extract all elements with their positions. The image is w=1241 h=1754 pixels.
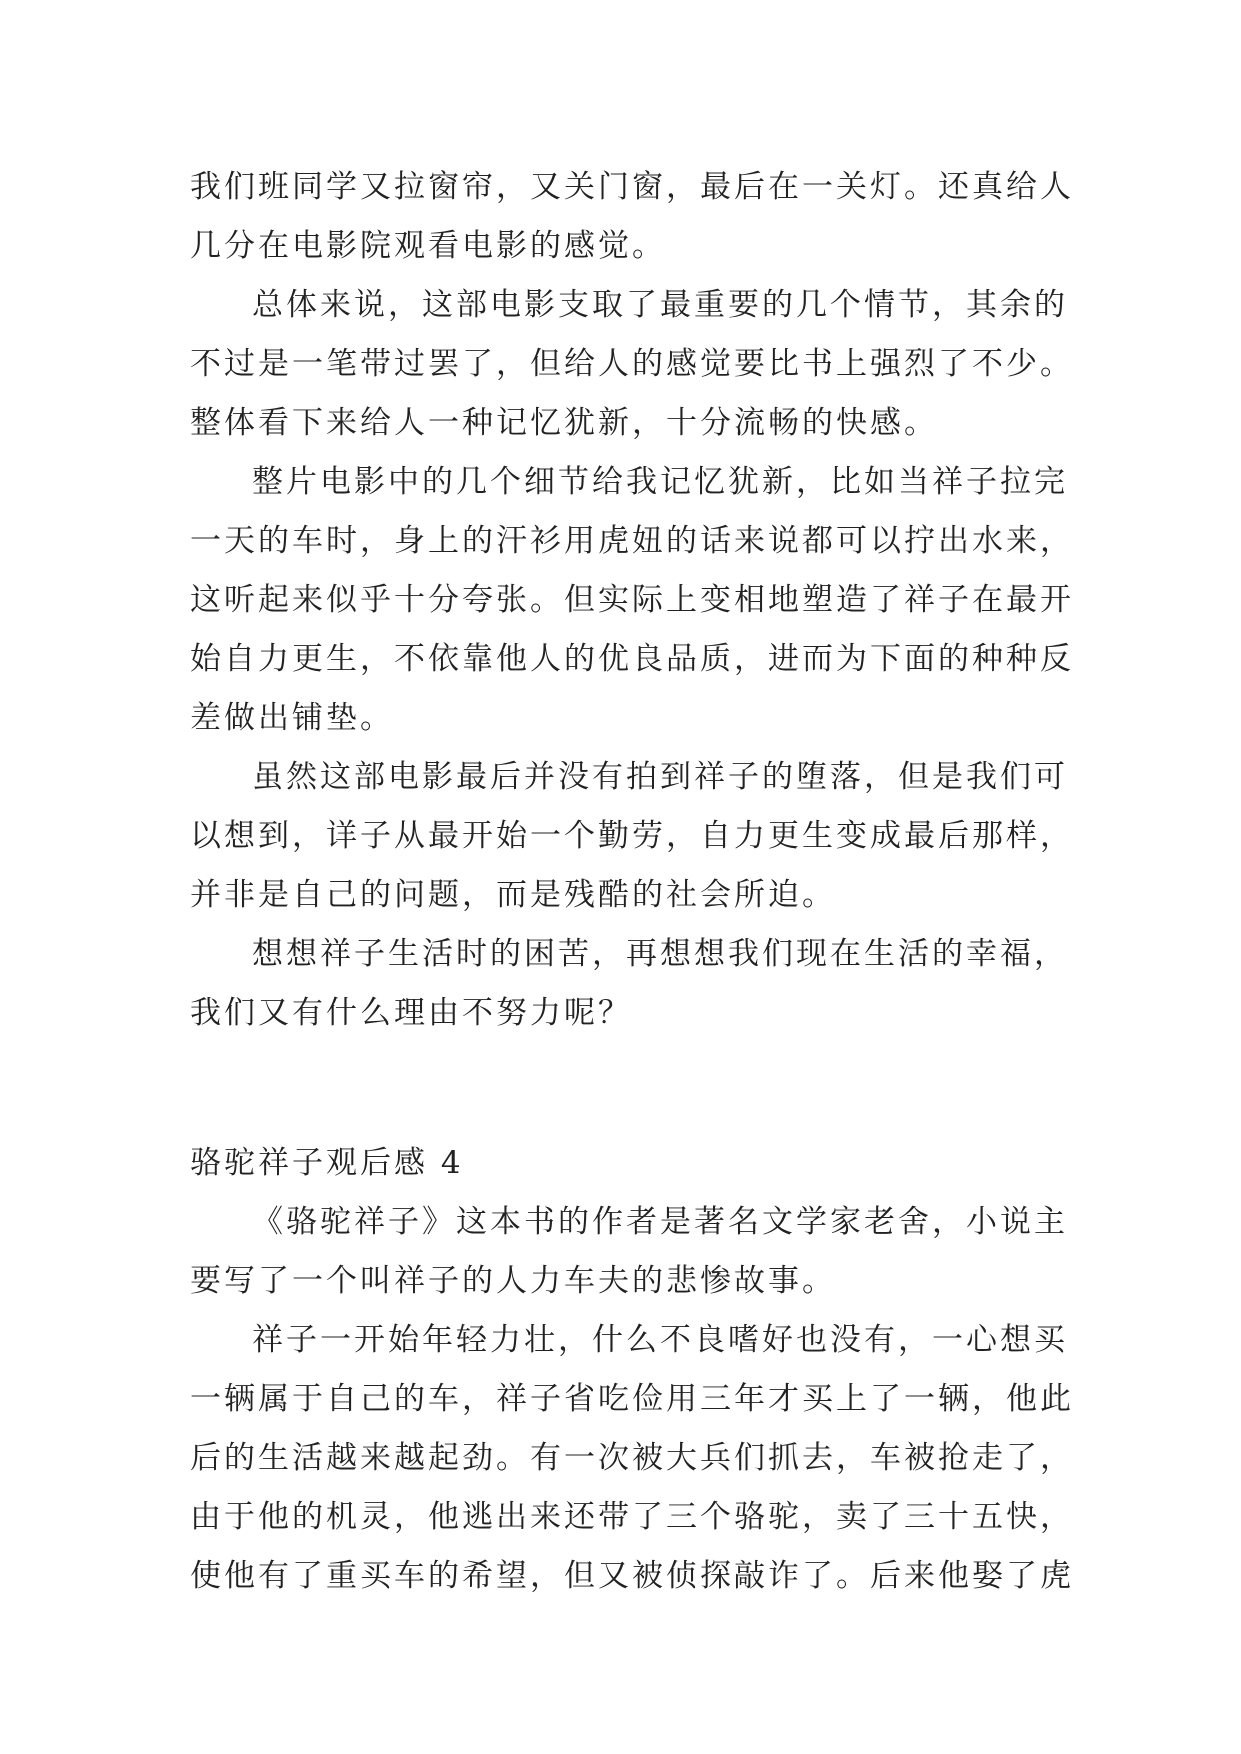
- paragraph-line: 这听起来似乎十分夸张。但实际上变相地塑造了祥子在最开: [190, 582, 1074, 618]
- paragraph-line: 要写了一个叫祥子的人力车夫的悲惨故事。: [190, 1263, 836, 1299]
- paragraph-line: 总体来说，这部电影支取了最重要的几个情节，其余的: [252, 287, 1068, 323]
- paragraph-line: 祥子一开始年轻力壮，什么不良嗜好也没有，一心想买: [252, 1322, 1068, 1358]
- paragraph-line: 整体看下来给人一种记忆犹新，十分流畅的快感。: [190, 405, 938, 441]
- paragraph-line: 一辆属于自己的车，祥子省吃俭用三年才买上了一辆，他此: [190, 1381, 1074, 1417]
- paragraph-line: 一天的车时，身上的汗衫用虎妞的话来说都可以拧出水来，: [190, 523, 1074, 559]
- paragraph-line: 《骆驼祥子》这本书的作者是著名文学家老舍，小说主: [252, 1204, 1068, 1240]
- paragraph-line: 几分在电影院观看电影的感觉。: [190, 228, 666, 264]
- paragraph-line: 我们班同学又拉窗帘，又关门窗，最后在一关灯。还真给人: [190, 169, 1074, 205]
- paragraph-line: 并非是自己的问题，而是残酷的社会所迫。: [190, 877, 836, 913]
- paragraph-line: 不过是一笔带过罢了，但给人的感觉要比书上强烈了不少。: [190, 346, 1074, 382]
- paragraph-line: 整片电影中的几个细节给我记忆犹新，比如当祥子拉完: [252, 464, 1068, 500]
- paragraph-line: 我们又有什么理由不努力呢？: [190, 995, 632, 1031]
- document-body: [190, 158, 1074, 1606]
- paragraph-line: 始自力更生，不依靠他人的优良品质，进而为下面的种种反: [190, 641, 1074, 677]
- section-title: 骆驼祥子观后感 4: [190, 1145, 464, 1181]
- paragraph-line: 由于他的机灵，他逃出来还带了三个骆驼，卖了三十五快，: [190, 1499, 1074, 1535]
- paragraph-line: 后的生活越来越起劲。有一次被大兵们抓去，车被抢走了，: [190, 1440, 1074, 1476]
- paragraph-line: 想想祥子生活时的困苦，再想想我们现在生活的幸福，: [252, 936, 1068, 972]
- paragraph-line: 虽然这部电影最后并没有拍到祥子的堕落，但是我们可: [252, 759, 1068, 795]
- paragraph-line: 差做出铺垫。: [190, 700, 394, 736]
- paragraph-line: 使他有了重买车的希望，但又被侦探敲诈了。后来他娶了虎: [190, 1558, 1074, 1594]
- paragraph-line: 以想到，详子从最开始一个勤劳，自力更生变成最后那样，: [190, 818, 1074, 854]
